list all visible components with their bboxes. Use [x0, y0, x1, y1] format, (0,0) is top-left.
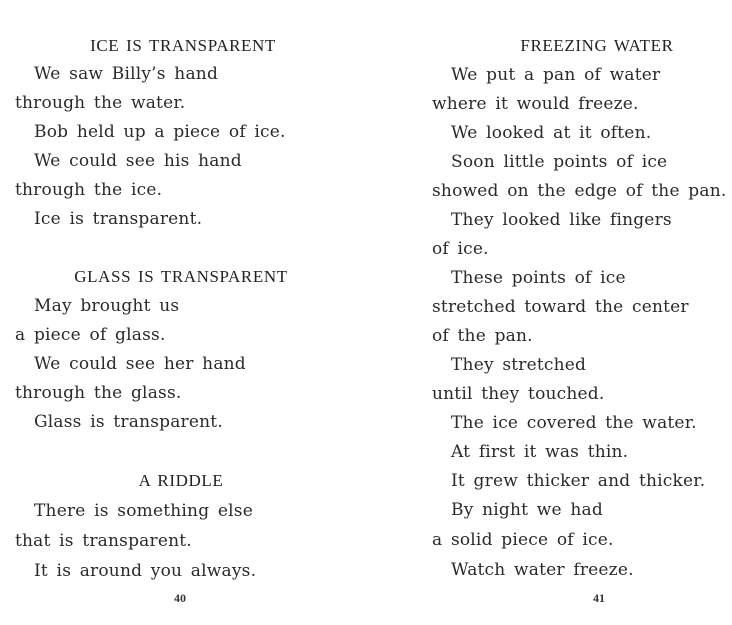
text-line: We could see her hand: [34, 354, 246, 374]
text-line: through the glass.: [15, 383, 182, 403]
page-number: 41: [593, 591, 605, 605]
text-line: By night we had: [451, 500, 603, 520]
text-line: These points of ice: [451, 268, 626, 288]
text-line: of the pan.: [432, 326, 533, 346]
section-title-freezing: FREEZING WATER: [520, 36, 674, 55]
text-line: Bob held up a piece of ice.: [34, 122, 286, 142]
section-title-riddle: A RIDDLE: [138, 471, 224, 490]
text-line: where it would freeze.: [432, 94, 639, 114]
text-line: through the ice.: [15, 180, 163, 200]
text-line: We saw Billy’s hand: [34, 64, 219, 84]
text-line: of ice.: [432, 239, 489, 259]
text-line: They stretched: [451, 355, 587, 375]
text-line: Ice is transparent.: [34, 209, 203, 229]
text-line: a piece of glass.: [15, 325, 166, 345]
text-line: May brought us: [34, 296, 180, 316]
text-line: At first it was thin.: [451, 442, 629, 462]
text-line: We put a pan of water: [451, 65, 661, 85]
text-line: We could see his hand: [34, 151, 242, 171]
text-line: There is something else: [34, 501, 253, 521]
text-line: Glass is transparent.: [34, 412, 223, 432]
text-line: showed on the edge of the pan.: [432, 181, 727, 201]
text-line: Soon little points of ice: [451, 152, 668, 172]
text-line: until they touched.: [432, 384, 605, 404]
text-line: It grew thicker and thicker.: [451, 471, 706, 491]
text-line: They looked like fingers: [451, 210, 672, 230]
section-title-ice: ICE IS TRANSPARENT: [90, 36, 276, 55]
section-title-glass: GLASS IS TRANSPARENT: [74, 267, 288, 286]
text-line: that is transparent.: [15, 531, 192, 551]
page-number: 40: [174, 591, 186, 605]
text-line: Watch water freeze.: [451, 560, 634, 580]
text-line: stretched toward the center: [432, 297, 689, 317]
text-line: It is around you always.: [34, 561, 257, 581]
right-page: [420, 0, 732, 625]
text-line: through the water.: [15, 93, 186, 113]
text-line: a solid piece of ice.: [432, 530, 614, 550]
text-line: We looked at it often.: [451, 123, 652, 143]
text-line: The ice covered the water.: [451, 413, 697, 433]
